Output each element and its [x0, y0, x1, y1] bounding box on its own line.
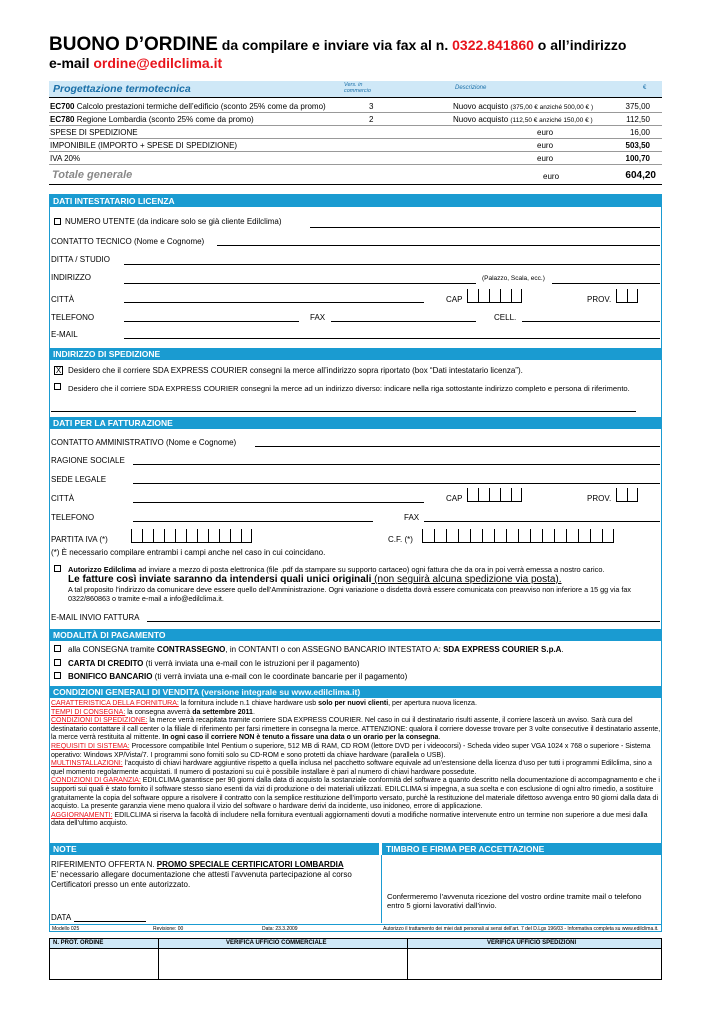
tech-contact-label: CONTATTO TECNICO (Nome e Cognome) — [51, 237, 205, 246]
payment-card-checkbox[interactable] — [54, 659, 61, 666]
vat-value: 100,70 — [625, 154, 650, 163]
product-table-header — [49, 81, 662, 98]
address-extra-field[interactable] — [552, 283, 660, 284]
cod-text-a: alla CONSEGNA tramite — [68, 645, 157, 654]
billing-city-field[interactable] — [133, 502, 424, 503]
pdf-auth-small: A tal proposito l’indirizzo da comunicare deve essere quello dell’Amministrazione. Ogni variazione o disdetta dovrà essere comunicata con preavviso non inferiore a 15 gg via fax 0322/860863 o tramite e-mail a info@edilclima.it. — [68, 585, 631, 603]
billing-section-title: DATI PER LA FATTURAZIONE — [49, 417, 662, 429]
product-price: 112,50 — [626, 115, 650, 124]
notes-divider — [381, 855, 382, 923]
condition-body: l’acquisto di chiavi hardware aggiuntive rispetto a quella inclusa nel pacchetto software equivale ad un’estensione della licenza d’uso per tutti i programmi Edilclima, sino a quel momento regolarmente acquistati. Il numero di postazioni su cui è possibile installare è pari al numero di chiavi hardware possedute. — [51, 760, 652, 776]
cod-text-c: , in CONTANTI o con ASSEGNO BANCARIO INTESTATO A: — [225, 645, 444, 654]
product-note: (112,50 € anziché 150,00 € ) — [510, 117, 593, 124]
shipping-check-label: VERIFICA UFFICIO SPEDIZIONI — [487, 940, 577, 946]
shipping-same-mark: X — [55, 366, 62, 375]
condition-title: MULTINSTALLAZIONI: — [51, 760, 123, 768]
shipping-cost-value: 16,00 — [629, 128, 650, 137]
confirm-text: Confermeremo l’avvenuta ricezione del vostro ordine tramite mail o telefono entro 5 giorni lavorativi dall’invio. — [387, 892, 642, 910]
condition-item — [51, 812, 662, 829]
pdf-auth-paren: (non seguirà alcuna spedizione via posta). — [371, 574, 562, 585]
company-label: DITTA / STUDIO — [51, 255, 110, 264]
product-code: EC780 — [50, 115, 75, 124]
transfer-text-a: BONIFICO BANCARIO — [68, 672, 153, 681]
condition-body: Processore compatibile Intel Pentium o superiore, 512 MB di RAM, CD ROM (lettore DVD per i videocorsi) - Scheda video super VGA 1024 x 768 o superiore - Sistema operativo: Windows XP/Vista/7. I programmi sono forniti solo su CD-ROM e sono protetti da chiave hardware (parallela o USB). — [51, 742, 651, 759]
total-label: Totale generale — [52, 169, 133, 181]
date-field[interactable] — [74, 921, 146, 922]
billing-phone-field[interactable] — [133, 521, 373, 522]
condition-item — [51, 717, 662, 743]
condition-body: la consegna avverrà — [125, 708, 193, 716]
payment-card-label — [68, 659, 360, 668]
cod-text-d: SDA EXPRESS COURIER S.p.A — [443, 645, 562, 654]
footer-model: Modello 025 — [52, 926, 80, 932]
company-name-label: RAGIONE SOCIALE — [51, 456, 125, 465]
email-label: e-mail — [49, 55, 94, 71]
taxable-value: 503,50 — [625, 141, 650, 150]
card-text-b: (ti verrà inviata una e-mail con le istruzioni per il pagamento) — [143, 659, 360, 668]
city-field[interactable] — [124, 302, 424, 303]
shipping-section-title: INDIRIZZO DI SPEDIZIONE — [49, 348, 662, 360]
total-value: 604,20 — [625, 170, 656, 181]
condition-body: la fornitura include n.1 chiave hardware usb — [178, 700, 319, 707]
payment-transfer-label — [68, 672, 407, 681]
commercial-label: VERIFICA UFFICIO COMMERCIALE — [226, 940, 327, 946]
pdf-auth-big: Le fatture così inviate saranno da intendersi quali unici originali — [68, 574, 372, 585]
condition-tail: , per apertura nuova licenza. — [388, 700, 477, 707]
product-desc: Nuovo acquisto — [453, 102, 509, 111]
condition-body: la merce verrà recapitata tramite corriere SDA EXPRESS COURIER. Nel caso in cui il destinatario risulti assente, il corriere lascerà un avviso. Sarà cura del destinatario contattare il call center o la filiale di riferimento per farsi rimettere in consegna la merce. ATTENZIONE: qualora il corriere dovesse trovare per 3 volte consecutive il destinatario assente, la merce verrà restituita al mittente. — [51, 717, 661, 742]
email-label: E-MAIL — [51, 330, 78, 339]
company-name-field[interactable] — [133, 464, 660, 465]
fax-label: FAX — [310, 313, 326, 322]
condition-title: CONDIZIONI DI GARANZIA: — [51, 777, 141, 785]
shipping-same-label: Desidero che il corriere SDA EXPRESS COURIER consegni la merce all’indirizzo sopra riportato (box “Dati intestatario licenza”). — [68, 366, 523, 375]
section-title: Progettazione termotecnica — [53, 83, 191, 95]
billing-cap-digits[interactable] — [467, 488, 522, 502]
vat-number-label: PARTITA IVA (*) — [51, 535, 108, 544]
ref-label: RIFERIMENTO OFFERTA N. — [51, 860, 157, 869]
card-text-a: CARTA DI CREDITO — [68, 659, 144, 668]
address-note: (Palazzo, Scala, ecc.) — [482, 275, 545, 282]
office-divider — [407, 939, 408, 979]
shipping-cost-label: SPESE DI SPEDIZIONE — [50, 128, 138, 137]
condition-tail: . — [252, 708, 255, 716]
shipping-cost-row — [49, 127, 662, 139]
vat-label: IVA 20% — [50, 154, 81, 163]
billing-phone-label: TELEFONO — [51, 513, 95, 522]
col-version: Vers. in commercio — [344, 82, 371, 94]
order-email: ordine@edilclima.it — [93, 55, 223, 71]
invoice-email-label: E-MAIL INVIO FATTURA — [51, 613, 140, 622]
cod-text-e: . — [561, 645, 564, 654]
footer-info-row — [49, 924, 662, 933]
shipping-same-checkbox[interactable] — [54, 366, 63, 375]
shipping-other-checkbox[interactable] — [54, 383, 61, 390]
prov-digits[interactable] — [616, 289, 638, 303]
date-label: DATA — [51, 913, 72, 922]
payment-cod-checkbox[interactable] — [54, 645, 61, 652]
footer-revision: Revisione: 00 — [153, 926, 184, 932]
pdf-invoice-text — [68, 565, 660, 603]
conditions-text — [51, 700, 662, 829]
condition-bold: In ogni caso il corriere NON è tenuto a fissare una data o un orario per la consegna — [162, 734, 439, 742]
condition-title: CONDIZIONI DI SPEDIZIONE: — [51, 717, 148, 725]
title-rest: da compilare e inviare via fax al n. — [217, 37, 453, 53]
prot-label: N. PROT. ORDINE — [53, 940, 104, 946]
title-big: BUONO D’ORDINE — [49, 34, 218, 55]
condition-item — [51, 709, 662, 718]
phone-label: TELEFONO — [51, 313, 95, 322]
cell-field[interactable] — [522, 321, 660, 322]
cap-digits[interactable] — [467, 289, 522, 303]
office-divider — [158, 939, 159, 979]
title-after-fax: o all’indirizzo — [533, 37, 627, 53]
col-currency: € — [643, 85, 647, 91]
user-number-label: NUMERO UTENTE (da indicare solo se già cliente Edilclima) — [65, 217, 282, 226]
phone-field[interactable] — [124, 321, 299, 322]
condition-body: EDILCLIMA si riserva la facoltà di includere nella fornitura eventuali aggiornamenti dovuti a modifiche normative intervenute entro un termine non superiore a due mesi dalla data dell’ultimo acquisto. — [51, 811, 648, 828]
footer-privacy: Autorizzo il trattamento dei miei dati personali ai sensi dell'art. 7 del D.Lgs 196/03 - Informativa completa su www.edilclima.it. — [383, 926, 659, 932]
billing-note: (*) È necessario compilare entrambi i campi anche nel caso in cui coincidano. — [51, 548, 326, 557]
tax-code-label: C.F. (*) — [388, 535, 413, 544]
legal-seat-field[interactable] — [133, 483, 660, 484]
condition-bold: da settembre 2011 — [192, 708, 253, 716]
shipping-other-field[interactable] — [51, 411, 636, 412]
product-name: Regione Lombardia (sconto 25% come da promo) — [76, 115, 254, 124]
legal-seat-label: SEDE LEGALE — [51, 475, 107, 484]
fax-number: 0322.841860 — [452, 37, 534, 53]
cell-label: CELL. — [494, 313, 517, 322]
office-use-table — [49, 938, 662, 980]
notes-text: E’ necessario allegare documentazione che attesti l’avvenuta partecipazione al corso Certificatori presso un ente autorizzato. — [51, 870, 352, 889]
email-field[interactable] — [124, 338, 660, 339]
product-code: EC700 — [50, 102, 75, 111]
stamp-section-title: TIMBRO E FIRMA PER ACCETTAZIONE — [382, 843, 662, 855]
user-number-field[interactable] — [310, 227, 660, 228]
shipping-cost-currency: euro — [537, 128, 554, 137]
pdf-auth-rest: ad inviare a mezzo di posta elettronica (file .pdf da stampare su supporto cartaceo) ogni fattura che da ora in poi verrà emessa a nostro carico. — [136, 565, 605, 574]
col-description: Descrizione — [455, 85, 487, 91]
table-row — [49, 101, 662, 113]
tech-contact-field[interactable] — [217, 245, 660, 246]
condition-title: REQUISITI DI SISTEMA: — [51, 742, 130, 750]
page-title — [49, 36, 669, 72]
total-currency: euro — [543, 172, 560, 181]
product-note: (375,00 € anziché 500,00 € ) — [510, 104, 594, 111]
billing-city-label: CITTÀ — [51, 494, 75, 503]
vat-row — [49, 153, 662, 165]
condition-tail: . — [438, 734, 441, 742]
condition-title: AGGIORNAMENTI: — [51, 811, 113, 819]
pdf-invoice-checkbox[interactable] — [54, 565, 61, 572]
billing-prov-digits[interactable] — [616, 488, 638, 502]
license-section-title: DATI INTESTATARIO LICENZA — [49, 195, 662, 207]
notes-body — [51, 860, 377, 890]
product-name: Calcolo prestazioni termiche dell’edificio (sconto 25% come da promo) — [76, 102, 326, 111]
condition-body: EDILCLIMA garantisce per 90 giorni dalla data di acquisto la sostanziale conformità del software a quanto descritto nella documentazione di accompagnamento e che i supporti sui quali è stato fornito il software stesso siano esenti da vizi di produzione o dei materiali utilizzati. EDILCLIMA si impegna, a sua scelta e con esclusione di ogni altro rimedio, a sostituire gratuitamente la copia del software oppure a risolvere il contratto con la semplice restituzione dell’importo versato, purchè la restituzione del materiale difettoso avvenga entro 90 giorni dalla data di acquisto. La presente garanzia viene meno qualora il vizio del software o hardware derivi da incidente, uso inidoneo, errore di applicazione. — [51, 777, 660, 811]
total-row — [49, 168, 662, 185]
payment-cod-label — [68, 645, 564, 654]
condition-item — [51, 743, 662, 760]
payment-section-title: MODALITÀ DI PAGAMENTO — [49, 629, 662, 641]
cap-label: CAP — [446, 295, 463, 304]
address-label: INDIRIZZO — [51, 273, 91, 282]
vat-currency: euro — [537, 154, 554, 163]
taxable-row — [49, 140, 662, 152]
pdf-auth-bold: Autorizzo Edilclima — [68, 565, 137, 574]
taxable-currency: euro — [537, 141, 554, 150]
admin-contact-field[interactable] — [255, 446, 660, 447]
cod-text-b: CONTRASSEGNO — [156, 645, 226, 654]
billing-fax-label: FAX — [404, 513, 420, 522]
user-number-checkbox[interactable] — [54, 218, 61, 225]
transfer-text-b: (ti verrà inviata una e-mail con le coordinate bancarie per il pagamento) — [152, 672, 408, 681]
condition-item — [51, 700, 662, 709]
company-field[interactable] — [124, 264, 660, 265]
conditions-section-title: CONDIZIONI GENERALI DI VENDITA (versione integrale su www.edilclima.it) — [49, 686, 662, 698]
ref-value: PROMO SPECIALE CERTIFICATORI LOMBARDIA — [156, 860, 344, 869]
product-price: 375,00 — [625, 102, 650, 111]
product-desc: Nuovo acquisto — [453, 115, 509, 124]
admin-contact-label: CONTATTO AMMINISTRATIVO (Nome e Cognome) — [51, 438, 237, 447]
invoice-email-field[interactable] — [147, 621, 660, 622]
vat-number-digits[interactable] — [131, 529, 252, 543]
condition-title: TEMPI DI CONSEGNA: — [51, 708, 126, 716]
address-field[interactable] — [124, 283, 476, 284]
billing-prov-label: PROV. — [587, 494, 612, 503]
notes-section-title: NOTE — [49, 843, 379, 855]
payment-transfer-checkbox[interactable] — [54, 672, 61, 679]
taxable-label: IMPONIBILE (IMPORTO + SPESE DI SPEDIZIONE) — [50, 141, 238, 150]
product-version: 3 — [369, 102, 374, 111]
prov-label: PROV. — [587, 295, 612, 304]
billing-fax-field[interactable] — [424, 521, 660, 522]
billing-cap-label: CAP — [446, 494, 463, 503]
fax-field[interactable] — [331, 321, 476, 322]
condition-title: CARATTERISTICA DELLA FORNITURA: — [51, 700, 179, 707]
shipping-other-label: Desidero che il corriere SDA EXPRESS COURIER consegni la merce ad un indirizzo diverso: indicare nella riga sottostante indirizzo completo e persona di riferimento. — [68, 384, 630, 393]
tax-code-digits[interactable] — [422, 529, 614, 543]
footer-date: Data: 23.3.2009 — [262, 926, 298, 932]
table-row — [49, 114, 662, 126]
product-version: 2 — [369, 115, 374, 124]
condition-bold: solo per nuovi clienti — [318, 700, 389, 707]
city-label: CITTÀ — [51, 295, 75, 304]
condition-item — [51, 760, 662, 777]
condition-item — [51, 777, 662, 811]
